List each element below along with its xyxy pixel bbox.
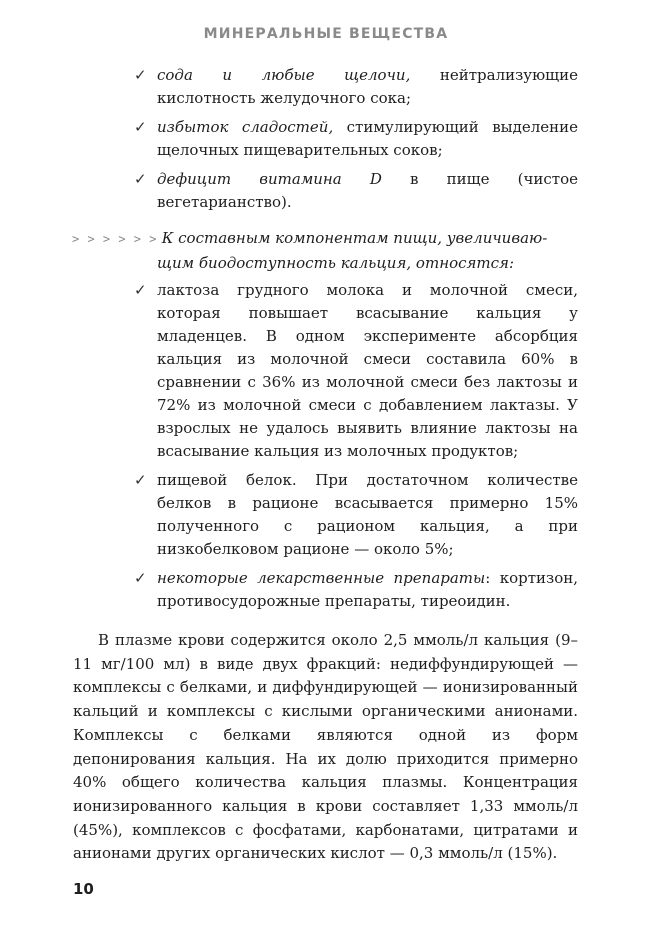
list-item: ✓ дефицит витамина D в пище (чистое вегетарианство). <box>134 170 578 211</box>
list-item: ✓ лактоза грудного молока и молочной смеси, которая повышает всасывание кальция у младенцев. В одном эксперименте абсорбция кальция из молочной смеси составила 60% в сравнении с 36% из молочной смеси без лактозы и 72% из молочной смеси с добавлением лактазы. У взрослых не удалось выявить влияние лактозы на всасывание кальция из молочных продуктов; <box>134 281 578 460</box>
list-item: ✓ некоторые лекарственные препараты: кортизон, противосудорожные препараты, тиреоидин. <box>134 569 578 610</box>
checkmark-icon: ✓ <box>134 281 147 299</box>
list-item: ✓ избыток сладостей, стимулирующий выделение щелочных пищеварительных соков; <box>134 118 578 159</box>
list-factors-reducing <box>134 64 578 220</box>
running-header: МИНЕРАЛЬНЫЕ ВЕЩЕСТВА <box>203 26 449 42</box>
intro-text-line1: К составным компонентам пищи, увеличиваю- <box>161 229 548 247</box>
checkmark-icon: ✓ <box>134 66 147 84</box>
checkmark-icon: ✓ <box>134 471 147 489</box>
list-intro <box>72 226 572 275</box>
list-item: ✓ сода и любые щелочи, нейтрализующие кислотность желудочного сока; <box>134 66 578 107</box>
checkmark-icon: ✓ <box>134 118 147 136</box>
arrows-marker-icon: > > > > > > <box>72 232 157 246</box>
checkmark-icon: ✓ <box>134 170 147 188</box>
page-number: 10 <box>73 880 94 898</box>
body-paragraph: В плазме крови содержится около 2,5 ммоль/л кальция (9–11 мг/100 мл) в виде двух фракций: недиффундирующей — комплексы с белками, и диффундирующей — ионизированный кальций и комплексы с кислыми органическими анионами. Комплексы с белками являются одной из форм депонирования кальция. На их долю приходится примерно 40% общего количества кальция плазмы. Концентрация ионизированного кальция в крови составляет 1,33 ммоль/л (45%), комплексов с фосфатами, карбонатами, цитратами и анионами других органических кислот — 0,3 ммоль/л (15%). <box>73 631 578 863</box>
checkmark-icon: ✓ <box>134 569 147 587</box>
list-factors-increasing <box>134 279 578 619</box>
list-item: ✓ пищевой белок. При достаточном количестве белков в рационе всасывается примерно 15% полученного с рационом кальция, а при низкобелковом рационе — около 5%; <box>134 471 578 558</box>
intro-text-line2: щим биодоступность кальция, относятся: <box>157 254 515 272</box>
